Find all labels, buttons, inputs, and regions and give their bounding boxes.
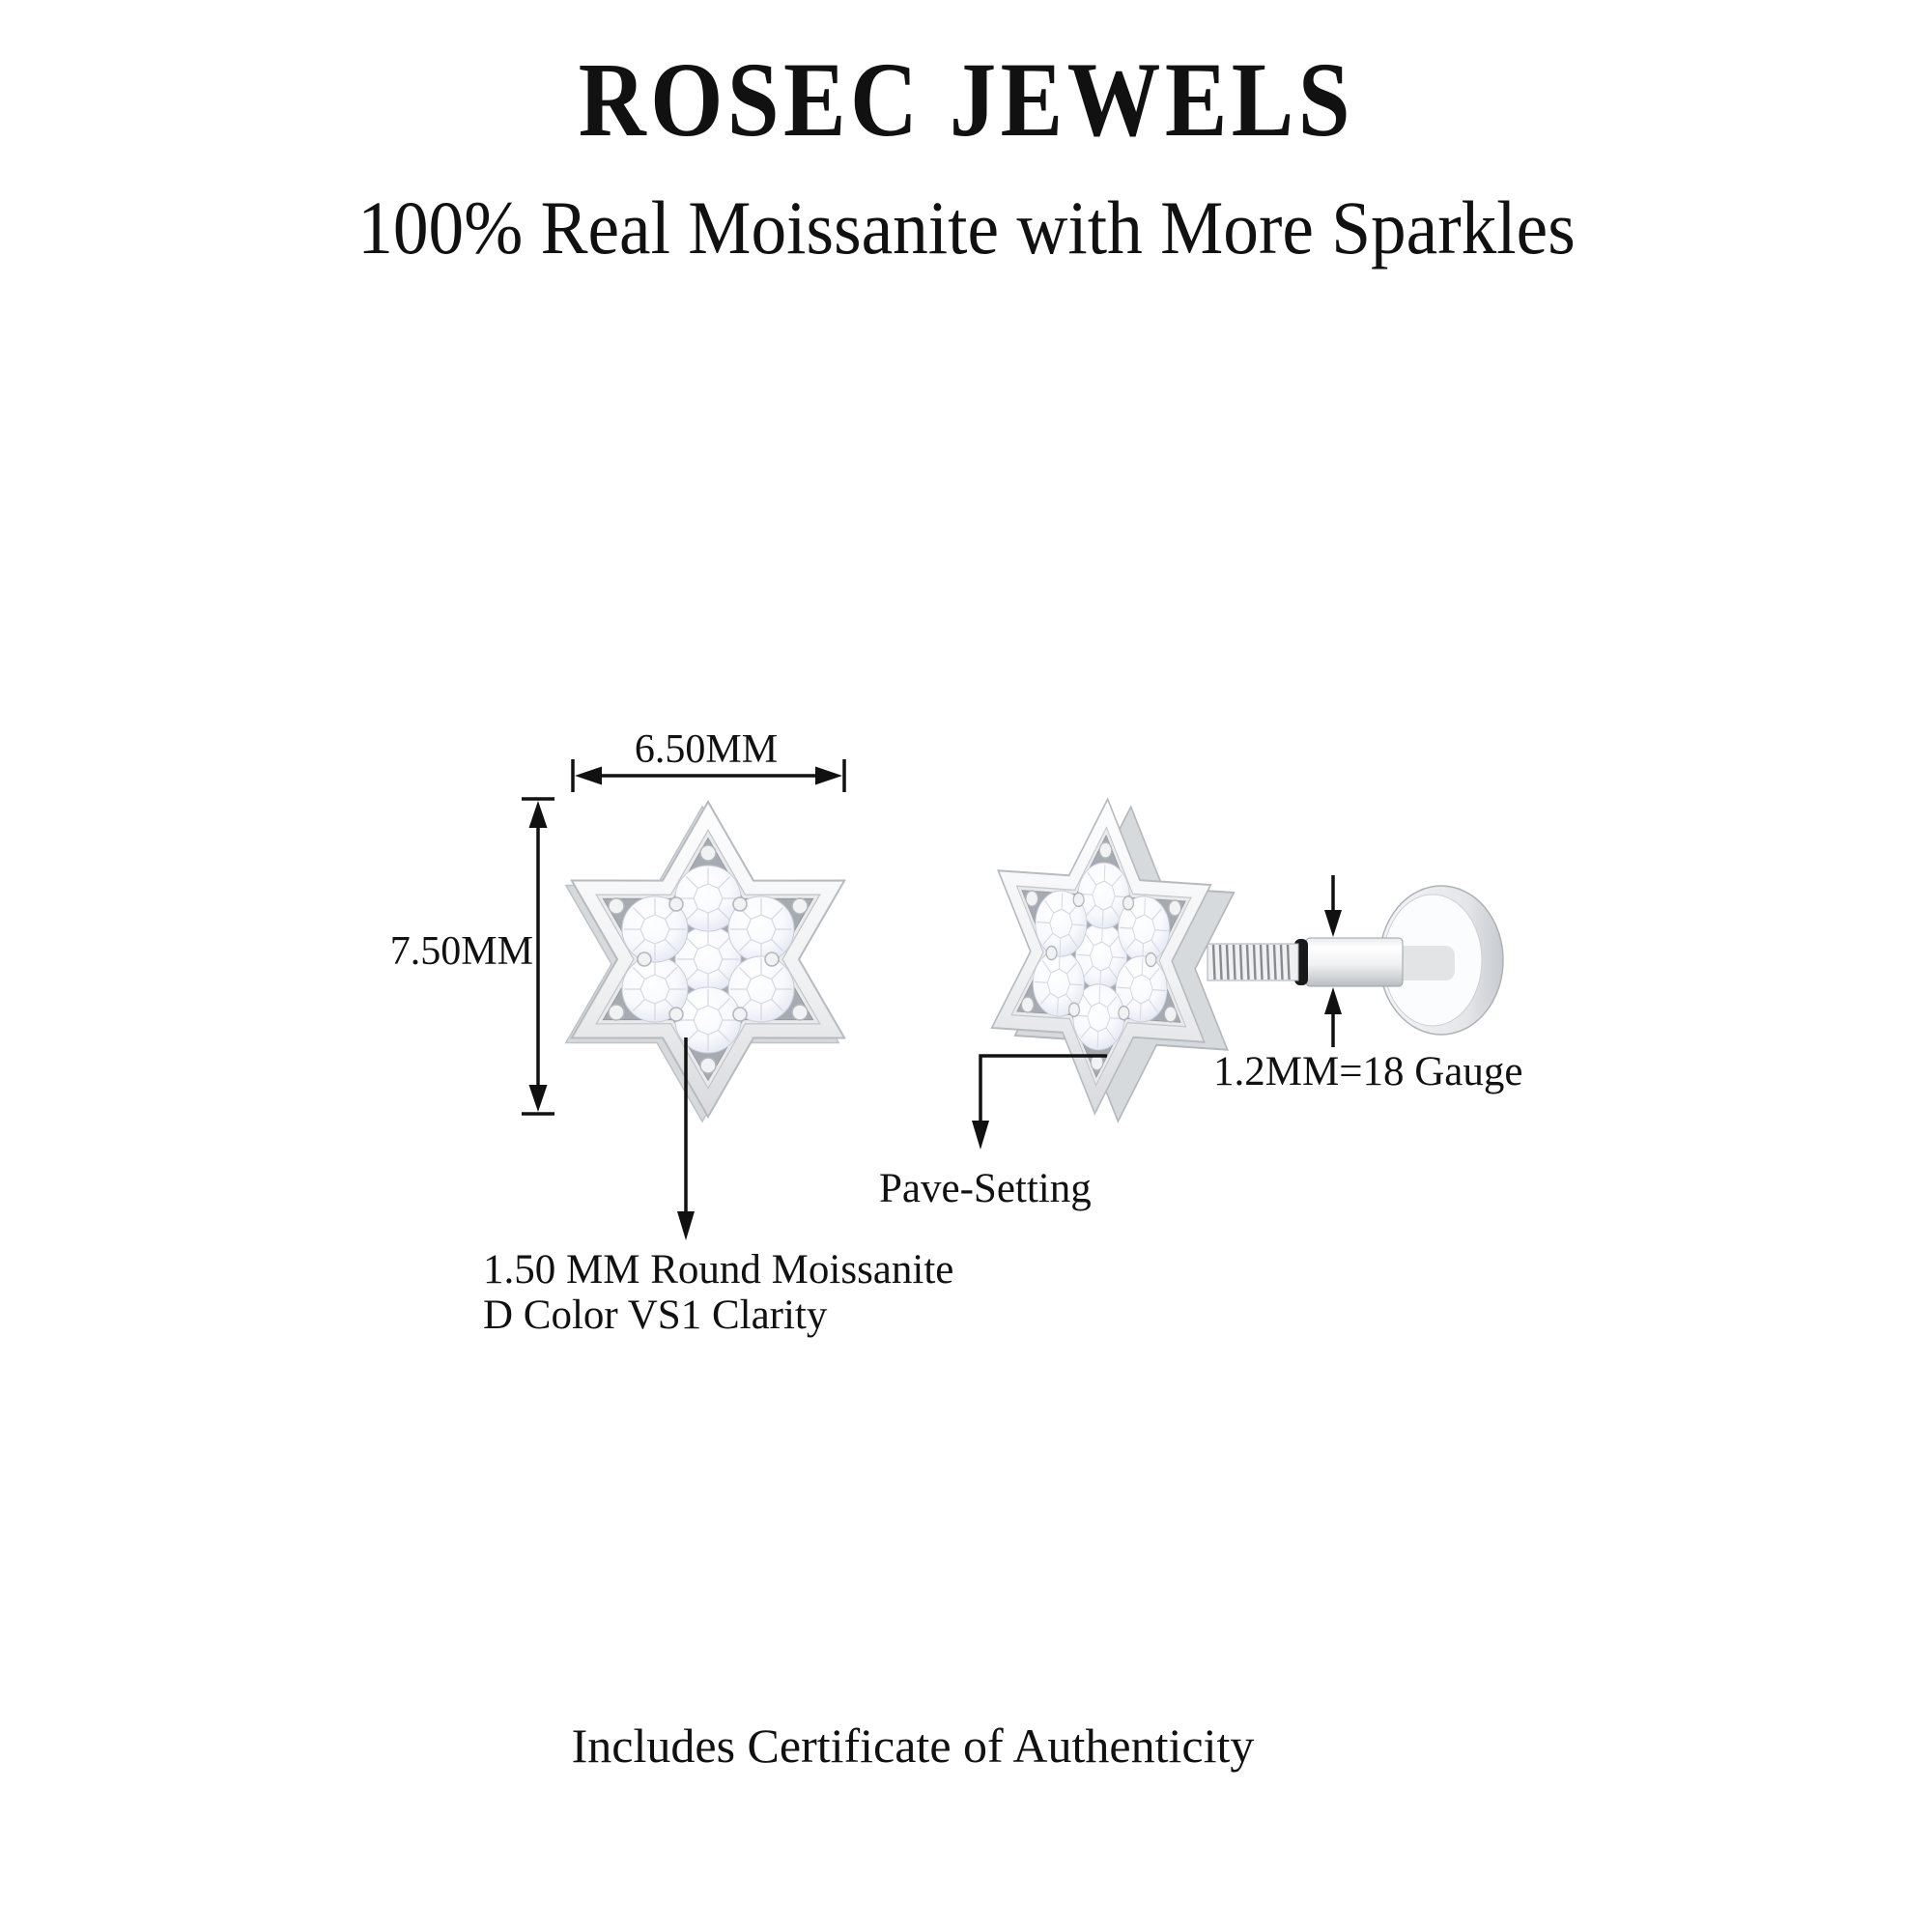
screw-post <box>1208 938 1403 986</box>
gauge-label: 1.2MM=18 Gauge <box>1213 1049 1523 1094</box>
stone-spec-label <box>483 1247 953 1339</box>
threaded-section <box>1208 944 1298 980</box>
width-dimension-label: 6.50MM <box>634 727 779 772</box>
stone-spec-line1: 1.50 MM Round Moissanite <box>483 1247 954 1293</box>
star-earring-front-view <box>566 802 844 1122</box>
tagline-text: 100% Real Moissanite with More Sparkles <box>356 185 1576 270</box>
tagline <box>0 185 1932 271</box>
star-earring-side-view <box>988 792 1236 1128</box>
pave-setting-label: Pave-Setting <box>879 1166 1092 1211</box>
brand-title <box>0 39 1932 161</box>
brand-title-text: ROSEC JEWELS <box>578 41 1354 158</box>
height-dimension-label: 7.50MM <box>389 929 533 974</box>
certificate-note: Includes Certificate of Authenticity <box>571 1719 1255 1773</box>
stone-spec-line2: D Color VS1 Clarity <box>483 1293 828 1339</box>
